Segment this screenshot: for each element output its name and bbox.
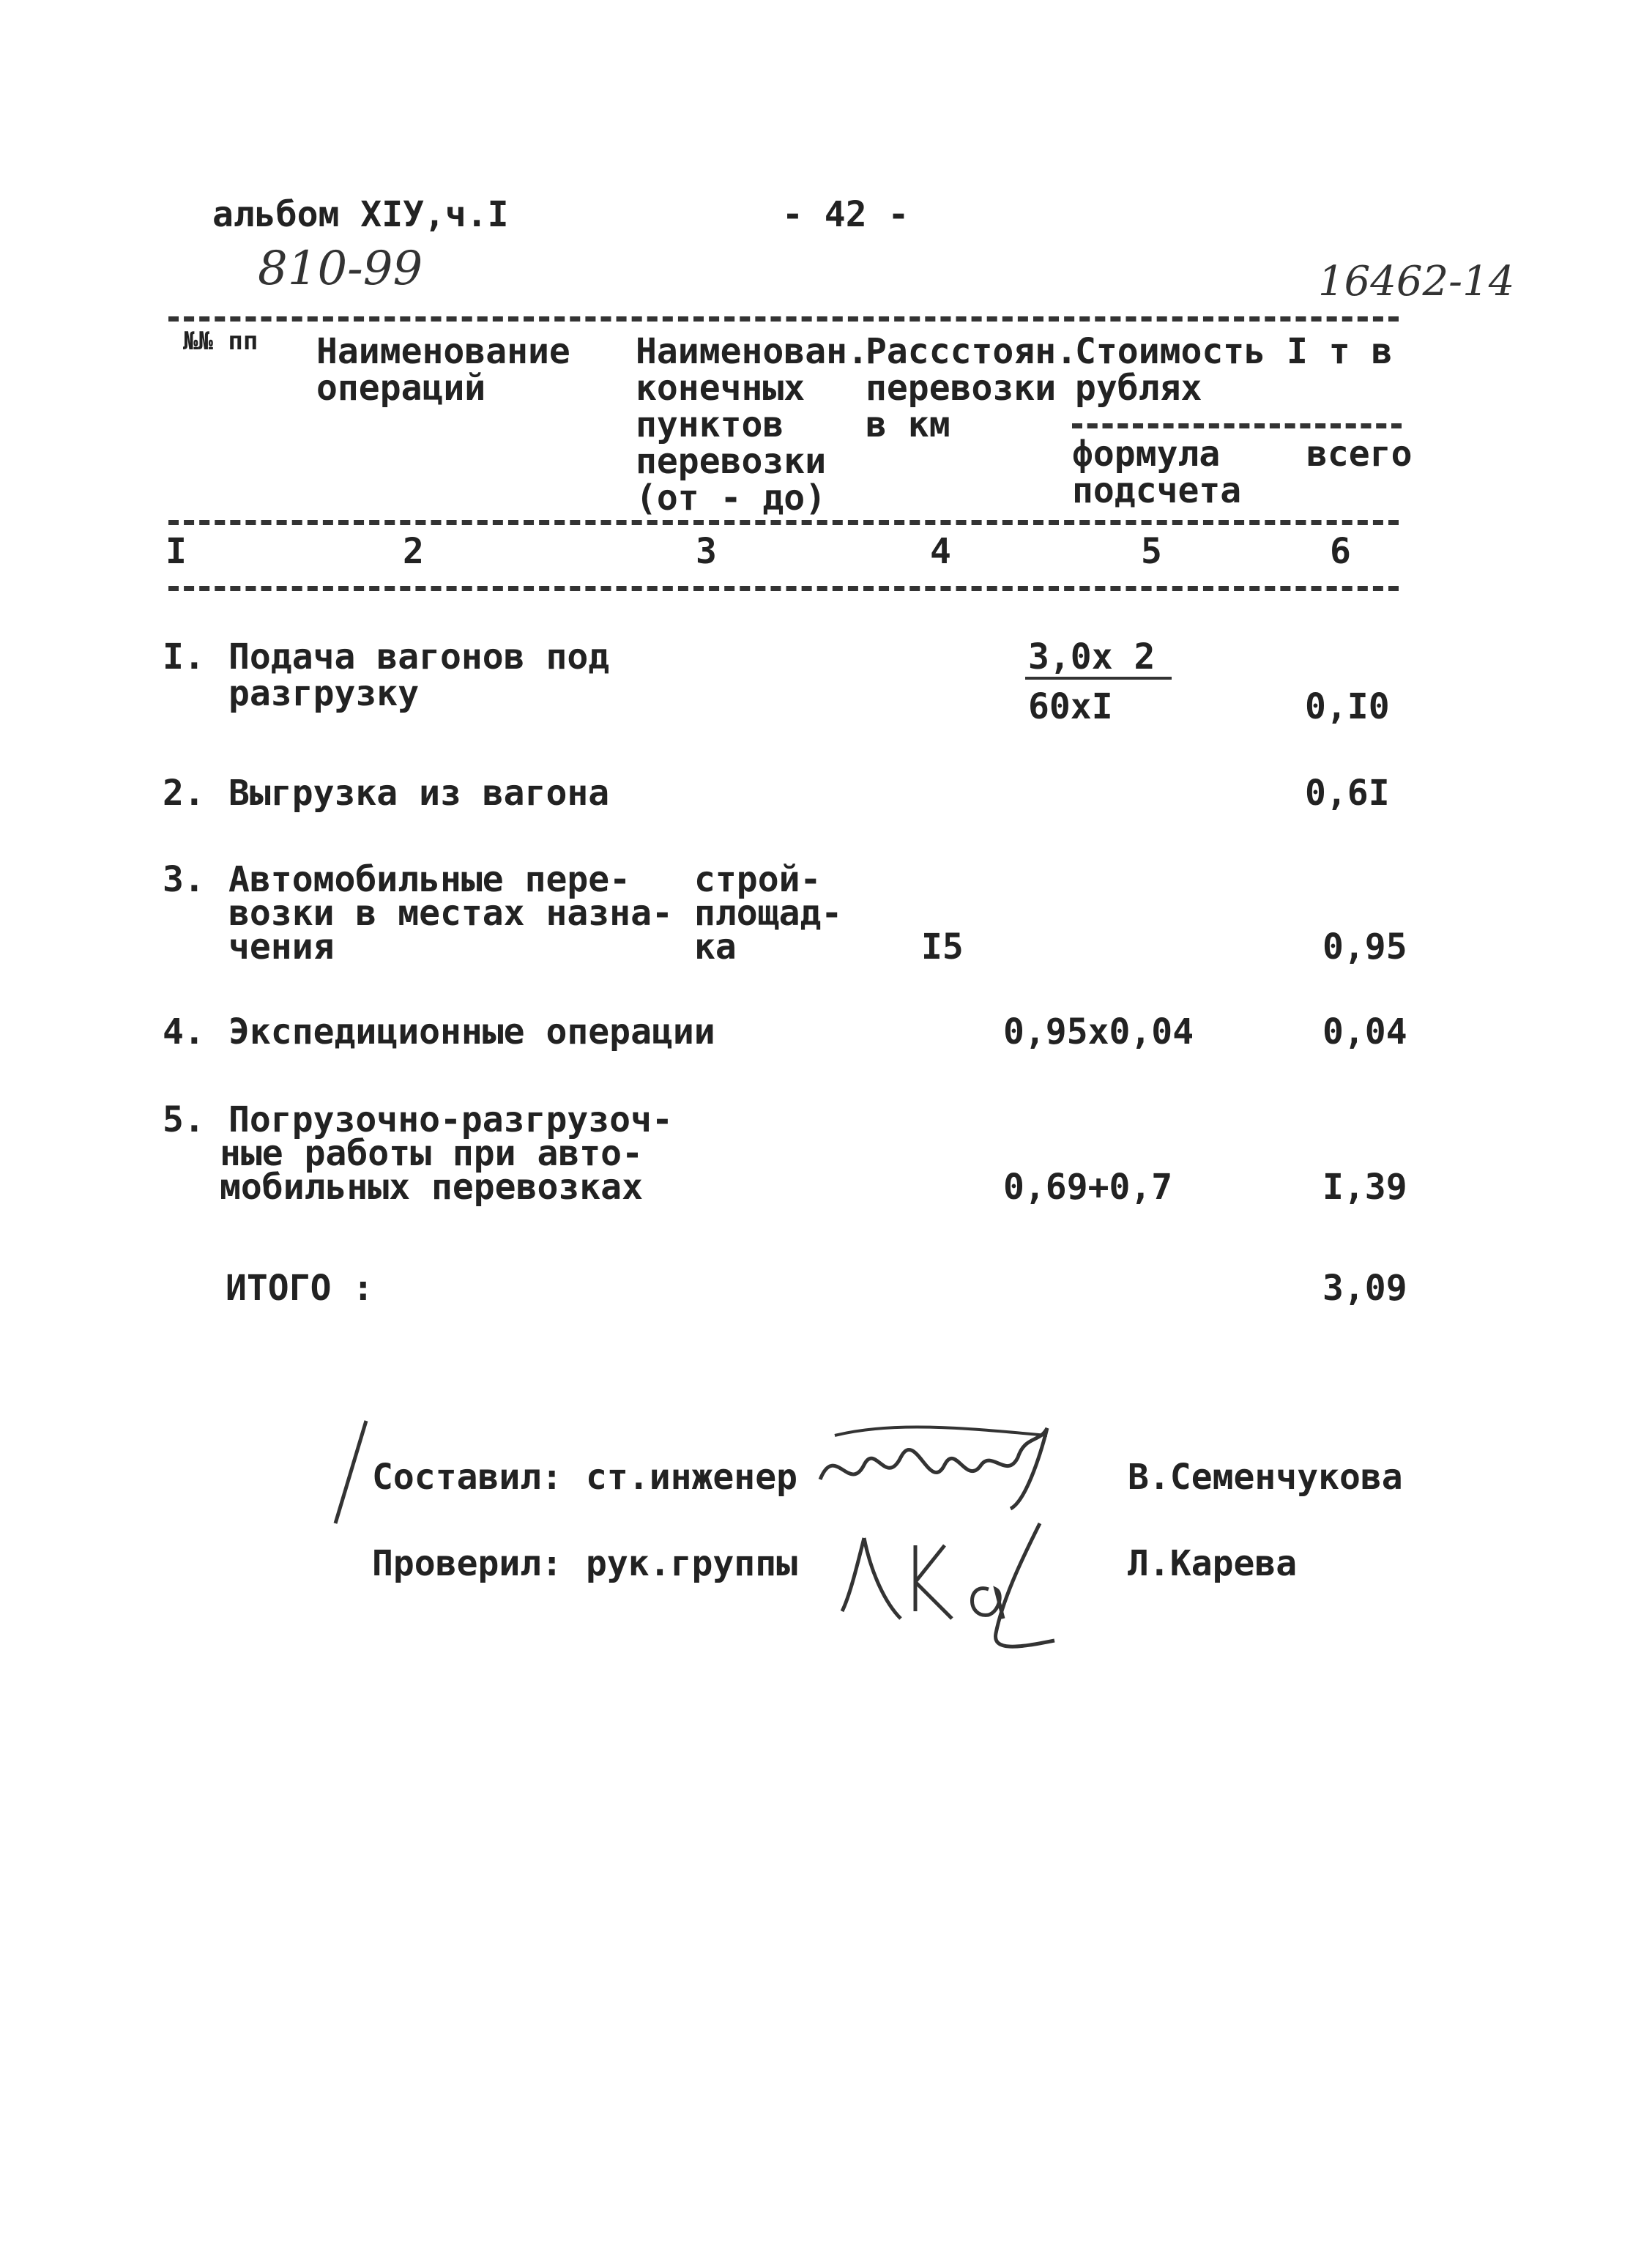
page-number: - 42 - xyxy=(782,194,909,235)
column-number: 3 xyxy=(696,531,717,572)
row-operation-line: Экспедиционные операции xyxy=(228,1011,715,1052)
row-number: 3. xyxy=(163,859,205,900)
row-operation-line: Выгрузка из вагона xyxy=(228,773,610,814)
column-numbers-bottom-rule xyxy=(168,586,1399,591)
row-distance: I5 xyxy=(921,926,964,967)
album-label: альбом XIУ,ч.I xyxy=(212,194,509,235)
column-number: I xyxy=(165,531,187,572)
column-header-distance: Рассстоян. перевозки в км xyxy=(866,331,1077,445)
row-operation-line: мобильных перевозках xyxy=(220,1167,643,1208)
column-header-number: №№ пп xyxy=(183,327,258,356)
row-operation-line: чения xyxy=(228,926,335,967)
column-header-formula: формула подсчета xyxy=(1072,434,1242,511)
table-top-rule xyxy=(168,316,1399,322)
row-operation-line: возки в местах назна- xyxy=(228,893,673,934)
cost-subheader-rule xyxy=(1072,423,1402,428)
checked-signature xyxy=(820,1509,1069,1655)
column-header-points: Наименован. конечных пунктов перевозки (от - до) xyxy=(636,331,868,519)
row-number: 4. xyxy=(163,1011,205,1052)
column-header-total: всего xyxy=(1306,434,1413,475)
checked-position: рук.группы xyxy=(586,1543,797,1584)
compiled-signature xyxy=(805,1414,1069,1516)
row-total: 0,95 xyxy=(1322,926,1407,967)
row-operation-line: ные работы при авто- xyxy=(220,1133,643,1174)
row-formula-denominator: 60хI xyxy=(1028,686,1113,727)
column-header-cost: Стоимость I т в рублях xyxy=(1075,331,1393,409)
formula-fraction-bar xyxy=(1025,677,1172,680)
row-number: I. xyxy=(163,636,205,677)
handwritten-document-number: 16462-14 xyxy=(1318,258,1515,305)
checked-name: Л.Карева xyxy=(1128,1543,1298,1584)
compiled-name: В.Семенчукова xyxy=(1128,1457,1403,1498)
row-total: 0,6I xyxy=(1305,773,1390,814)
compiled-label: Составил: xyxy=(372,1457,563,1498)
row-point-line: площад- xyxy=(694,893,843,934)
total-value: 3,09 xyxy=(1322,1268,1407,1309)
row-point-line: строй- xyxy=(694,859,822,900)
row-number: 5. xyxy=(163,1099,205,1140)
header-bottom-rule xyxy=(168,520,1399,525)
row-operation-line: Автомобильные пере- xyxy=(228,859,631,900)
row-operation-line: Подача вагонов под xyxy=(228,636,610,677)
row-operation-line: Погрузочно-разгрузоч- xyxy=(228,1099,673,1140)
column-number: 5 xyxy=(1141,531,1162,572)
column-number: 6 xyxy=(1330,531,1351,572)
column-header-operation: Наименование операций xyxy=(316,331,570,409)
checked-label: Проверил: xyxy=(372,1543,563,1584)
column-number: 2 xyxy=(403,531,424,572)
column-number: 4 xyxy=(930,531,951,572)
row-operation-line: разгрузку xyxy=(228,673,420,714)
row-point-line: ка xyxy=(694,926,737,967)
row-total: 0,I0 xyxy=(1305,686,1390,727)
row-formula-numerator: 3,0х 2 xyxy=(1028,636,1156,677)
row-total: 0,04 xyxy=(1322,1011,1407,1052)
handwritten-album-number: 810-99 xyxy=(258,242,423,296)
row-formula: 0,95х0,04 xyxy=(1003,1011,1194,1052)
row-total: I,39 xyxy=(1322,1167,1407,1208)
compiled-position: ст.инженер xyxy=(586,1457,797,1498)
row-number: 2. xyxy=(163,773,205,814)
row-formula: 0,69+0,7 xyxy=(1003,1167,1173,1208)
total-label: ИТОГО : xyxy=(226,1268,374,1309)
